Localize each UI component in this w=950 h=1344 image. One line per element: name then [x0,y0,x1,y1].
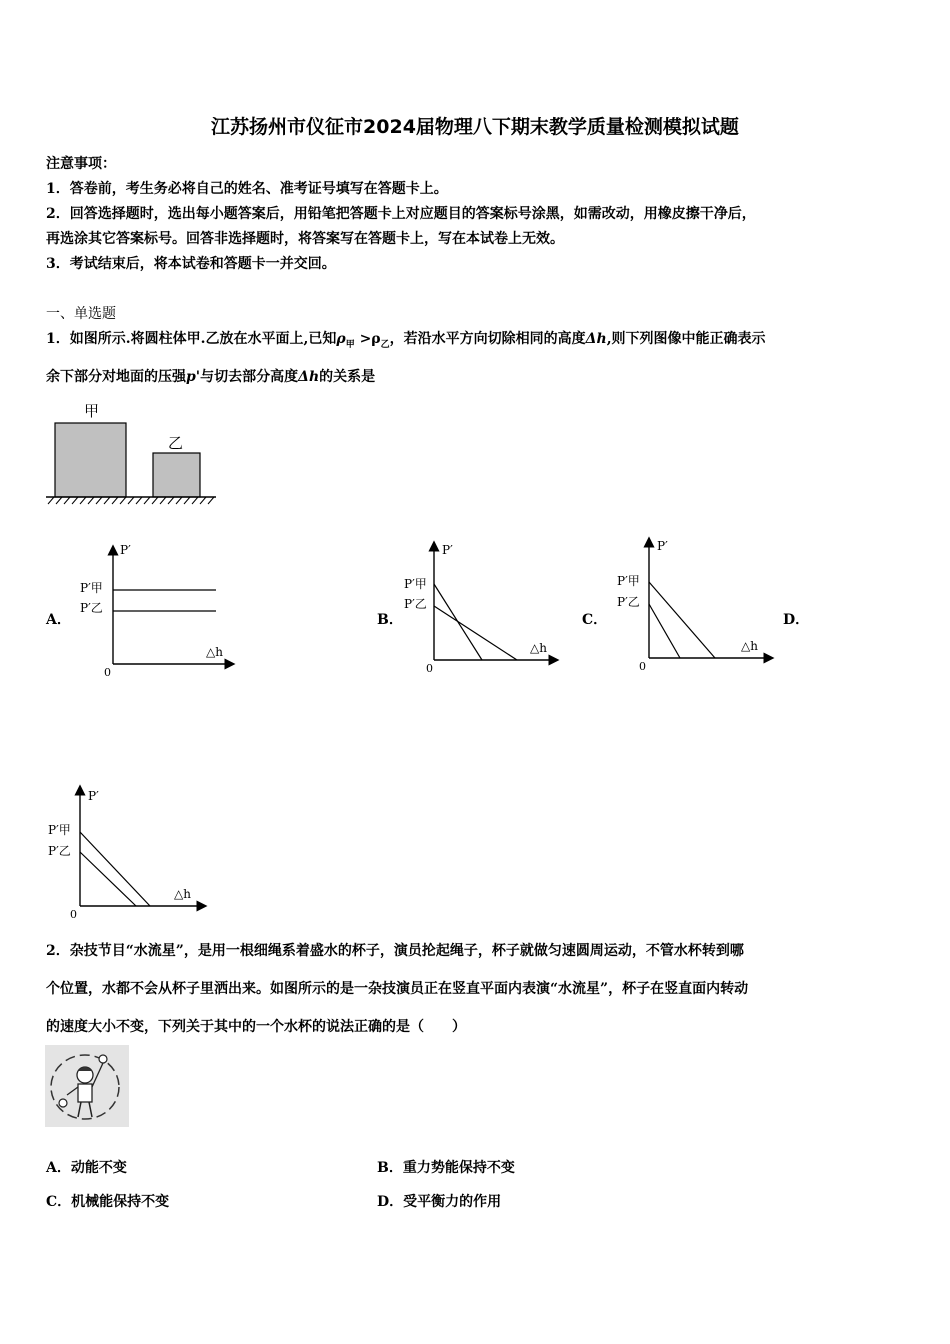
q1-option-b-label: B． [377,612,403,628]
ground-hatch [48,497,214,504]
notice-item: 再选涂其它答案标号。回答非选择题时，将答案写在答题卡上，写在本试卷上无效。 [46,231,564,247]
svg-text:P′甲: P′甲 [404,577,427,591]
svg-text:P′乙: P′乙 [80,601,103,615]
svg-text:△h: △h [174,887,191,901]
q2-option-b: B．重力势能保持不变 [377,1160,515,1176]
notice-item: 1．答卷前，考生务必将自己的姓名、准考证号填写在答题卡上。 [46,181,448,197]
graph-a [78,540,238,680]
label-yi: 乙 [168,434,184,452]
graph-c [615,534,775,674]
q1-line2: 余下部分对地面的压强p'与切去部分高度Δh的关系是 [46,369,376,385]
svg-text:P′: P′ [442,543,453,557]
q2-option-a: A．动能不变 [46,1160,127,1176]
notice-item: 3．考试结束后，将本试卷和答题卡一并交回。 [46,256,336,272]
section-heading: 一、单选题 [46,306,116,322]
label-jia: 甲 [84,402,100,420]
q1-option-d-label: D． [783,612,810,628]
page-title: 江苏扬州市仪征市2024届物理八下期末教学质量检测模拟试题 [211,116,739,138]
svg-text:P′: P′ [88,789,99,803]
performer-illustration [45,1045,129,1127]
svg-text:P′: P′ [657,539,668,553]
svg-text:P′甲: P′甲 [80,581,103,595]
svg-text:P′乙: P′乙 [404,597,427,611]
line-jia [649,582,715,658]
q2-line: 2．杂技节目“水流星”，是用一根细绳系着盛水的杯子，演员抡起绳子，杯子就做匀速圆周运动，不管水杯转到哪 [46,943,744,959]
svg-text:△h: △h [741,639,758,653]
svg-text:△h: △h [530,641,547,655]
q1-option-a-label: A． [46,612,71,628]
svg-text:0: 0 [639,660,646,673]
svg-text:P′甲: P′甲 [617,574,640,588]
svg-text:0: 0 [70,908,77,921]
q2-option-d: D．受平衡力的作用 [377,1194,502,1210]
cylinder-jia [55,423,126,497]
cylinder-yi [153,453,200,497]
notice-heading: 注意事项： [46,156,116,172]
svg-text:0: 0 [104,666,111,679]
q2-line: 个位置，水都不会从杯子里洒出来。如图所示的是一杂技演员正在竖直平面内表演“水流星”，杯子在竖直面内转动 [46,981,749,997]
notice-item: 2．回答选择题时，选出每小题答案后，用铅笔把答题卡上对应题目的答案标号涂黑，如需改动，用橡皮擦干净后， [46,206,756,222]
graph-b [402,538,562,678]
svg-text:0: 0 [426,662,433,675]
q2-line: 的速度大小不变，下列关于其中的一个水杯的说法正确的是（ ） [46,1019,466,1035]
q2-option-c: C．机械能保持不变 [46,1194,170,1210]
svg-text:P′乙: P′乙 [48,844,71,858]
q1-line1: 1．如图所示.将圆柱体甲.乙放在水平面上,已知$\rho_甲 >\rho_乙$，若沿水平方向切除相同的高度Δh,则下列图像中能正确表示 [46,331,766,350]
line-yi [80,852,136,906]
line-jia [80,832,150,906]
svg-text:P′乙: P′乙 [617,595,640,609]
svg-text:△h: △h [206,645,223,659]
svg-text:P′: P′ [120,543,131,557]
q1-option-c-label: C． [582,612,608,628]
cylinders-figure [44,398,224,508]
graph-d [44,784,214,924]
line-yi [434,606,517,660]
svg-text:P′甲: P′甲 [48,823,71,837]
